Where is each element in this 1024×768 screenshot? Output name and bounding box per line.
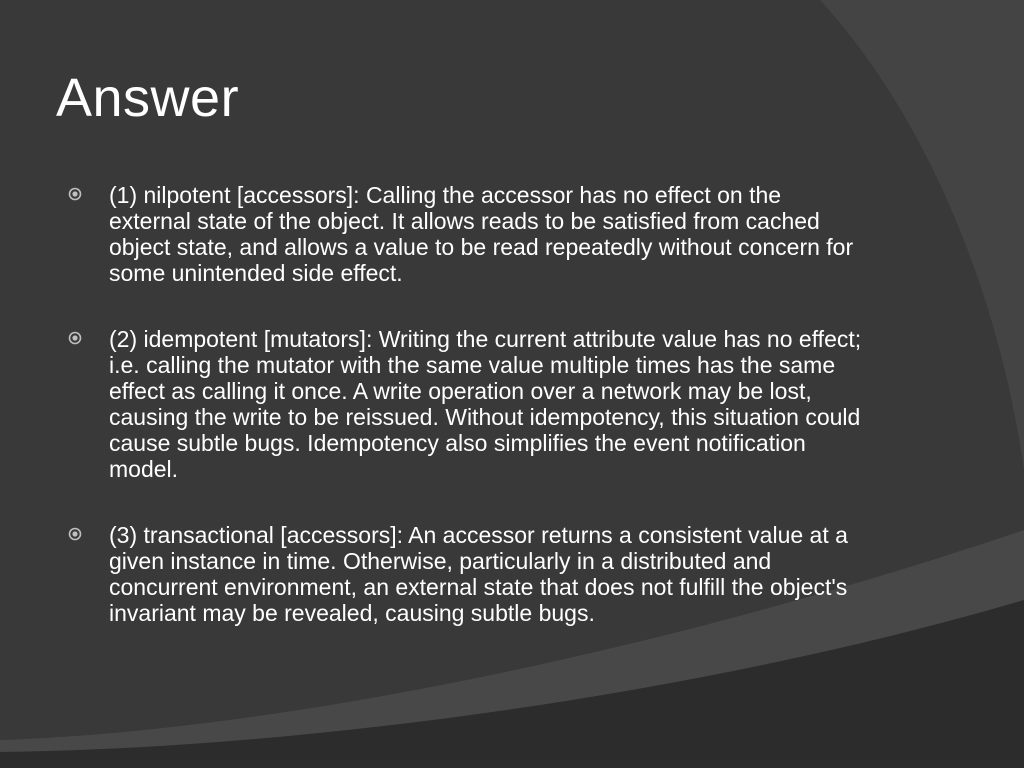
circle-dot-bullet-icon <box>68 331 82 345</box>
circle-dot-bullet-icon <box>68 527 82 541</box>
bullet-list <box>68 182 868 666</box>
bullet-item <box>68 522 868 626</box>
bullet-text: (1) nilpotent [accessors]: Calling the accessor has no effect on the external state of the object. It allows reads to be satisfied from cached object state, and allows a value to be read repeatedly without concern for some unintended side effect. <box>109 182 854 286</box>
bullet-item <box>68 326 868 482</box>
bullet-item <box>68 182 868 286</box>
circle-dot-bullet-icon <box>68 187 82 201</box>
slide-title: Answer <box>56 68 240 128</box>
bullet-text: (3) transactional [accessors]: An accessor returns a consistent value at a given instance in time. Otherwise, particularly in a distributed and concurrent environment, an external state that does not fulfill the object's invariant may be revealed, causing subtle bugs. <box>109 522 848 626</box>
bullet-text: (2) idempotent [mutators]: Writing the current attribute value has no effect; i.e. calling the mutator with the same value multiple times has the same effect as calling it once. A write operation over a network may be lost, causing the write to be reissued. Without idempotency, this situation could cause subtle bugs. Idempotency also simplifies the event notification model. <box>109 326 862 482</box>
